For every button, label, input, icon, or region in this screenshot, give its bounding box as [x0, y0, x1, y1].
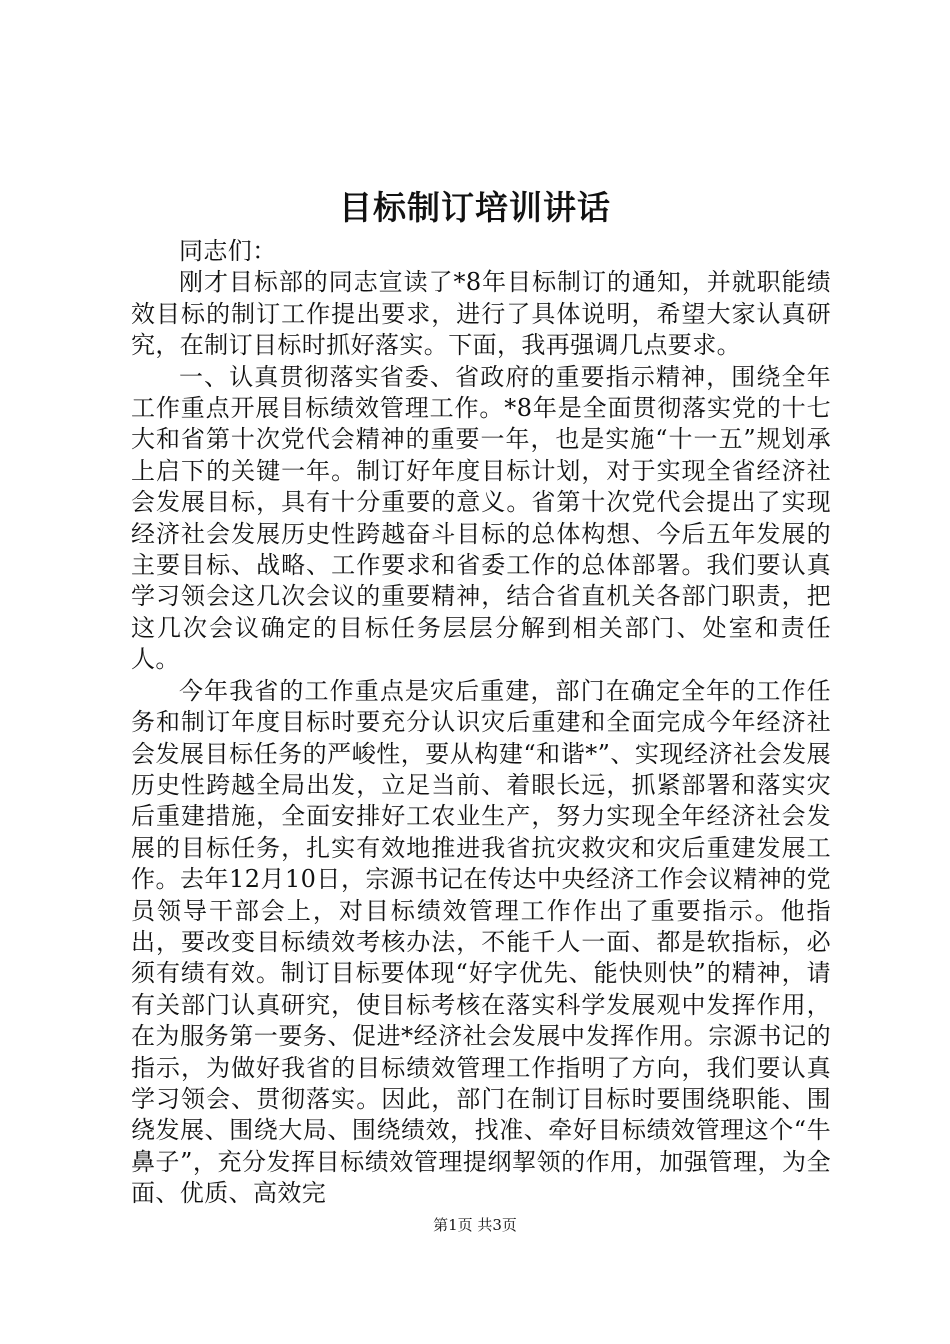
section-one-paragraph: 一、认真贯彻落实省委、省政府的重要指示精神，围绕全年工作重点开展目标绩效管理工作。*8年是全面贯彻落实党的十七大和省第十次党代会精神的重要一年，也是实施“十一五”规划承上启下的关键一年。制订好年度目标计划，对于实现全省经济社会发展目标，具有十分重要的意义。省第十次党代会提出了实现经济社会发展历史性跨越奋斗目标的总体构想、今后五年发展的主要目标、战略、工作要求和省委工作的总体部署。我们要认真学习领会这几次会议的重要精神，结合省直机关各部门职责，把这几次会议确定的目标任务层层分解到相关部门、处室和责任人。	[131, 362, 831, 674]
page-number-footer: 第1页 共3页	[433, 1216, 517, 1234]
salutation-paragraph: 同志们：	[179, 237, 277, 265]
document-title: 目标制订培训讲话	[339, 188, 611, 227]
work-focus-paragraph: 今年我省的工作重点是灾后重建，部门在确定全年的工作任务和制订年度目标时要充分认识灾后重建和全面完成今年经济社会发展目标任务的严峻性，要从构建“和谐*”、实现经济社会发展历史性跨越全局出发，立足当前、着眼长远，抓紧部署和落实灾后重建措施，全面安排好工农业生产，努力实现全年经济社会发展的目标任务，扎实有效地推进我省抗灾救灾和灾后重建发展工作。去年12月10日，宗源书记在传达中央经济工作会议精神的党员领导干部会上，对目标绩效管理工作作出了重要指示。他指出，要改变目标绩效考核办法，不能千人一面、都是软指标，必须有绩有效。制订目标要体现“好字优先、能快则快”的精神，请有关部门认真研究，使目标考核在落实科学发展观中发挥作用，在为服务第一要务、促进*经济社会发展中发挥作用。宗源书记的指示，为做好我省的目标绩效管理工作指明了方向，我们要认真学习领会、贯彻落实。因此，部门在制订目标时要围绕职能、围绕发展、围绕大局、围绕绩效，找准、牵好目标绩效管理这个“牛鼻子”，充分发挥目标绩效管理提纲挈领的作用，加强管理，为全面、优质、高效完	[131, 676, 831, 1208]
document-body	[131, 236, 831, 1210]
intro-paragraph: 刚才目标部的同志宣读了*8年目标制订的通知，并就职能绩效目标的制订工作提出要求，进行了具体说明，希望大家认真研究，在制订目标时抓好落实。下面，我再强调几点要求。	[131, 268, 831, 360]
